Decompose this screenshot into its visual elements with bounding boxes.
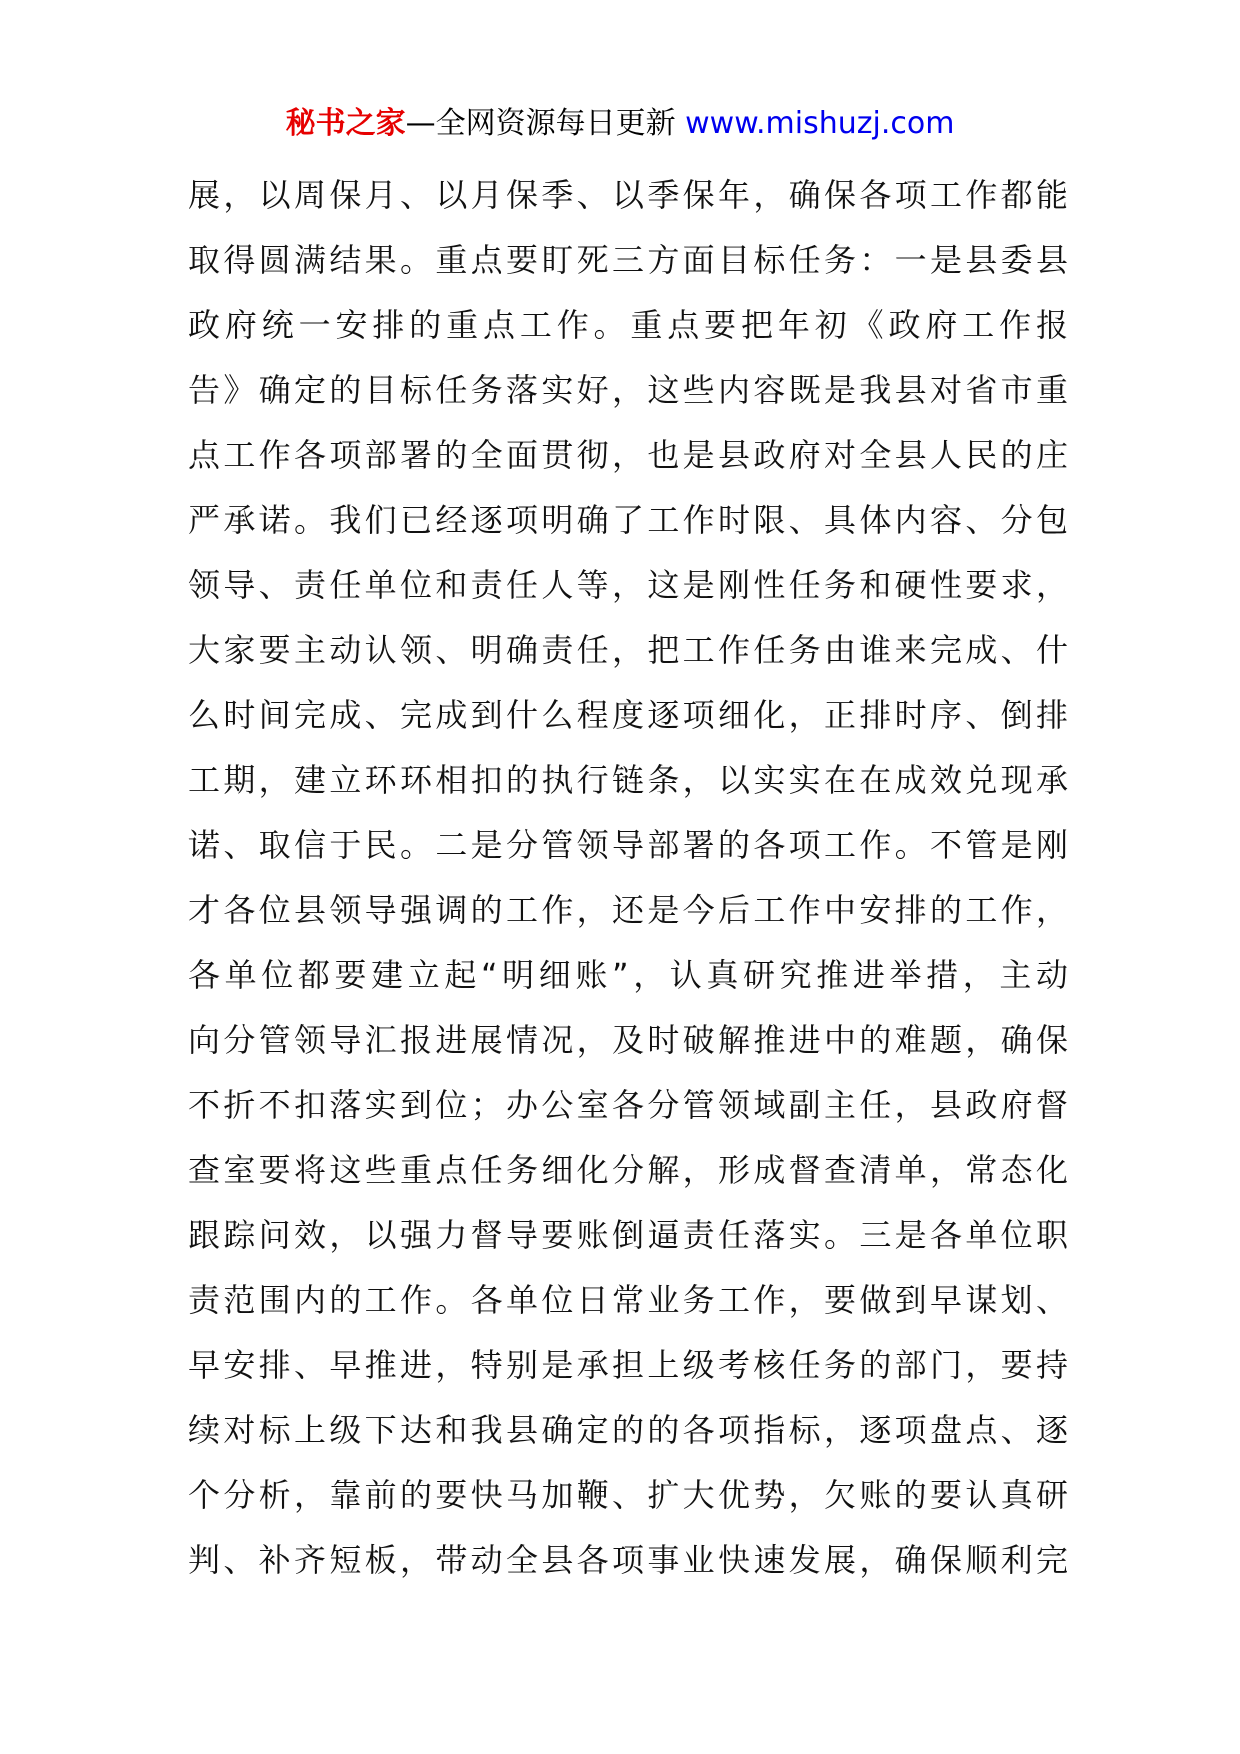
text-line: 早安排、早推进，特别是承担上级考核任务的部门，要持	[188, 1346, 1068, 1384]
text-line: 跟踪问效，以强力督导要账倒逼责任落实。三是各单位职	[188, 1216, 1068, 1254]
text-line: 不折不扣落实到位；办公室各分管领域副主任，县政府督	[188, 1086, 1068, 1124]
document-body	[188, 163, 1068, 1593]
text-line: 展，以周保月、以月保季、以季保年，确保各项工作都能	[188, 176, 1068, 214]
text-line: 政府统一安排的重点工作。重点要把年初《政府工作报	[188, 306, 1068, 344]
site-url-link[interactable]: www.mishuzj.com	[685, 106, 955, 141]
text-line: 查室要将这些重点任务细化分解，形成督查清单，常态化	[188, 1151, 1068, 1189]
text-line: 大家要主动认领、明确责任，把工作任务由谁来完成、什	[188, 631, 1068, 669]
text-line: 告》确定的目标任务落实好，这些内容既是我县对省市重	[188, 371, 1068, 409]
text-line: 判、补齐短板，带动全县各项事业快速发展，确保顺利完	[188, 1541, 1068, 1579]
text-line: 点工作各项部署的全面贯彻，也是县政府对全县人民的庄	[188, 436, 1068, 474]
text-line: 严承诺。我们已经逐项明确了工作时限、具体内容、分包	[188, 501, 1068, 539]
text-line: 各单位都要建立起“明细账”，认真研究推进举措，主动	[188, 956, 1068, 994]
site-tagline: —全网资源每日更新	[405, 106, 686, 141]
text-line: 才各位县领导强调的工作，还是今后工作中安排的工作，	[188, 891, 1068, 929]
text-line: 取得圆满结果。重点要盯死三方面目标任务：一是县委县	[188, 241, 1068, 279]
text-line: 诺、取信于民。二是分管领导部署的各项工作。不管是刚	[188, 826, 1068, 864]
text-line: 个分析，靠前的要快马加鞭、扩大优势，欠账的要认真研	[188, 1476, 1068, 1514]
text-line: 么时间完成、完成到什么程度逐项细化，正排时序、倒排	[188, 696, 1068, 734]
text-line: 责范围内的工作。各单位日常业务工作，要做到早谋划、	[188, 1281, 1068, 1319]
site-brand: 秘书之家	[285, 106, 406, 141]
text-line: 领导、责任单位和责任人等，这是刚性任务和硬性要求，	[188, 566, 1068, 604]
text-line: 工期，建立环环相扣的执行链条，以实实在在成效兑现承	[188, 761, 1068, 799]
text-line: 续对标上级下达和我县确定的的各项指标，逐项盘点、逐	[188, 1411, 1068, 1449]
text-line: 向分管领导汇报进展情况，及时破解推进中的难题，确保	[188, 1021, 1068, 1059]
page-header	[0, 98, 1240, 150]
